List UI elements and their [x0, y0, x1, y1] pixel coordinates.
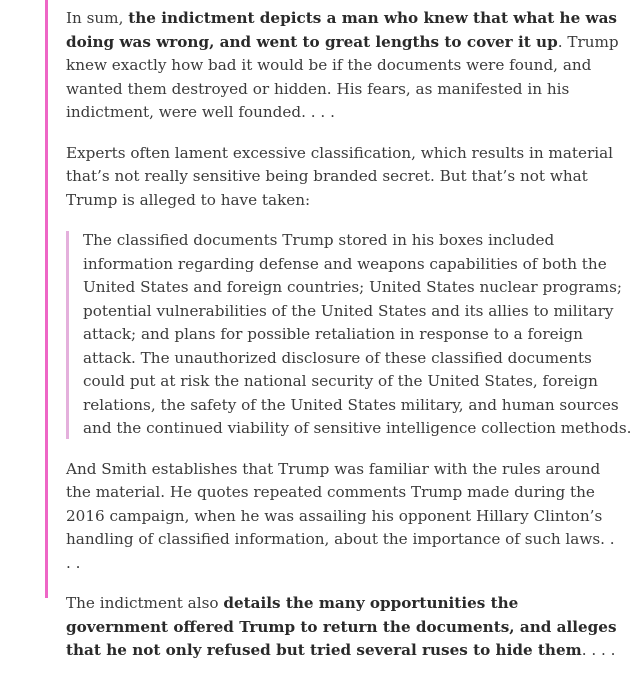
- paragraph-summary-rest: . Trump knew exactly how bad it would be if the documents were found, and wanted them destroyed or hidden. His fears, as manifested in his indictment, were well founded. . . .: [66, 32, 619, 121]
- paragraph-summary-lead: In sum,: [66, 9, 129, 27]
- paragraph-opportunities-emphasis: details the many opportunities the government offered Trump to return the documents, and alleges that he not only refused but tried several ruses to hide them: [66, 594, 617, 659]
- blockquote-text: The classified documents Trump stored in his boxes included information regarding defense and weapons capabilities of both the United States and foreign countries; United States nuclear programs; potential vulnerabilities of the United States and its allies to military attack; and plans for possible retaliation in response to a foreign attack. The unauthorized disclosure of these classified documents could put at risk the national security of the United States, foreign relations, the safety of the United States military, and human sources and the continued viability of sensitive intelligence collection methods.: [83, 231, 632, 437]
- paragraph-opportunities-lead: The indictment also: [66, 594, 224, 612]
- indictment-blockquote: [66, 229, 635, 441]
- paragraph-classification: Experts often lament excessive classification, which results in material that’s not really sensitive being branded secret. But that’s not what Trump is alleged to have taken:: [66, 143, 614, 209]
- paragraph-opportunities-rest: . . . .: [581, 641, 616, 659]
- paragraph-smith: And Smith establishes that Trump was familiar with the rules around the material. He quotes repeated comments Trump made during the 2016 campaign, when he was assailing his opponent Hillary Clinton’s handling of classified information, about the importance of such laws. . . .: [66, 459, 615, 572]
- paragraph-summary: [66, 7, 622, 125]
- blockquote-bar: [66, 231, 69, 439]
- paragraph-opportunities: [66, 592, 622, 663]
- article-body: [66, 7, 632, 680]
- accent-bar: [45, 0, 48, 598]
- paragraph-summary-emphasis: the indictment depicts a man who knew that what he was doing was wrong, and went to great lengths to cover it up: [66, 9, 617, 51]
